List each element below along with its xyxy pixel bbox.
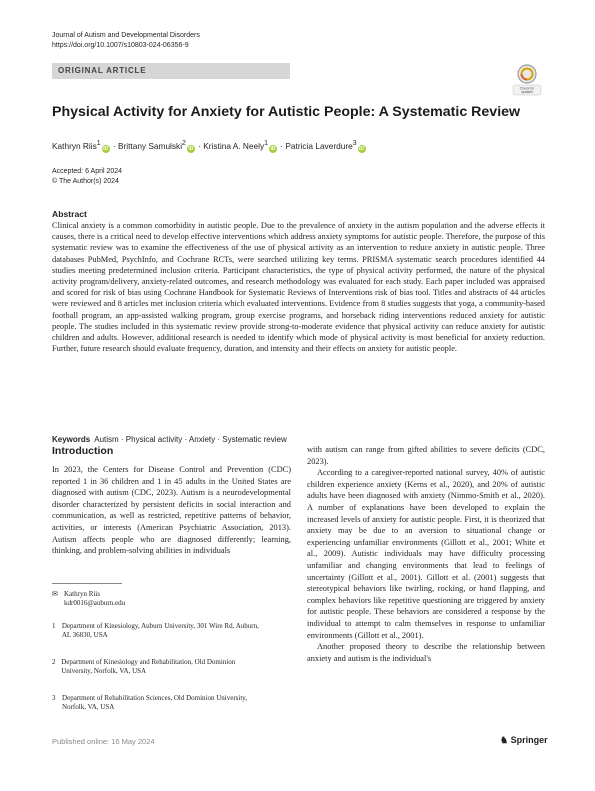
right-column (307, 444, 545, 664)
introduction-heading: Introduction (52, 445, 114, 457)
svg-text:updates: updates (520, 90, 534, 95)
abstract-heading: Abstract (52, 209, 87, 219)
corresponding-author-name: Kathryn Riis (64, 590, 100, 598)
corresponding-author-email[interactable]: kdr0016@auburn.edu (64, 599, 126, 608)
orcid-icon[interactable]: iD (188, 145, 194, 152)
paragraph: Another proposed theory to describe the relationship between anxiety and autism is the individual's (307, 642, 545, 663)
springer-horse-icon: ♞ (500, 735, 509, 745)
affiliation-item (52, 694, 262, 713)
affiliation-number: 1 (52, 622, 56, 630)
author-affiliation-sup: 3 (352, 140, 357, 147)
check-for-updates-icon (512, 63, 542, 96)
journal-name: Journal of Autism and Developmental Disorders (52, 32, 200, 39)
publisher-logo (500, 735, 548, 746)
affiliation-text: Department of Kinesiology, Auburn University, 301 Wire Rd, Auburn, AL 36830, USA (61, 622, 259, 640)
publisher-name: Springer (510, 735, 548, 745)
author-affiliation-sup: 2 (182, 140, 186, 147)
published-online-date: Published online: 16 May 2024 (52, 737, 155, 746)
affiliation-item (52, 622, 262, 641)
envelope-icon: ✉ (52, 590, 58, 598)
abstract-text: Clinical anxiety is a common comorbidity in autistic people. Due to the prevalence of anxiety in the autism population and the adverse effects it causes, there is a critical need to develop effective interventions which address anxiety symptoms for autistic people. Therefore, the purpose of this systematic review was to examine the effectiveness of the use of physical activity as an intervention to reduce anxiety in autistic people. Three databases PubMed, PsychInfo, and Cochrane RCTs, were searched utilizing key terms. PRISMA systematic search procedures identified 44 studies meeting predetermined inclusion criteria. Participant characteristics, the type of physical activity performed, the nature of the physical activity program/delivery, anxiety-related outcomes, and research methodology was evaluated for each study. Each paper included was appraised and scored for risk of bias using Cochrane Handbook for Systematic Reviews of Interventions risk of bias tool. Titles and abstracts of 44 articles were reviewed and 8 articles met inclusion criteria which evaluated interventions. Evidence from 8 studies suggests that yoga, a community-based football program, an app-assisted walking program, group exercise programs, and horseback riding interventions reduced anxiety for autistic people. The studies included in this systematic review provide strong-to-moderate evidence that physical activity can reduce anxiety for autistic children and adults. However, additional research is needed to identify which mode of physical activity is most beneficial for anxiety reduction. Further, future research should evaluate frequency, duration, and intensity and their effects on anxiety for autistic people. (52, 221, 545, 354)
accepted-date: Accepted: 6 April 2024 (52, 168, 123, 175)
article-title: Physical Activity for Anxiety for Autistic People: A Systematic Review (52, 104, 521, 120)
orcid-icon[interactable]: iD (270, 145, 276, 152)
paragraph: According to a caregiver-reported national survey, 40% of autistic children experience anxiety (Kerns et al., 2020), and 20% of autistic adults have been diagnosed with anxiety (Nimmo-Smith et al., 2020). A number of explanations have been developed to explain the increased levels of anxiety for autistic people. First, it is theorized that anxiety may be due to an aversion to situational change or experiencing unfamiliar environments (Gillott et al., 2001; White et al., 2009). Autistic individuals may have difficulty processing unfamiliar and changing environments that lead to feelings of uncertainty (Gillott et al., 2001). Gillott et al. (2001) suggests that stereotypical behaviors like twirling, rocking, or hand flapping, and complex behaviors like repetitive questioning are triggered by anxiety for autistic people. These behaviors are considered a response by the individual to attempt to calm themselves in response to unfamiliar environments (Gillott et al., 2001). (307, 468, 545, 640)
orcid-icon[interactable]: iD (103, 145, 109, 152)
orcid-icon[interactable]: iD (359, 145, 365, 152)
affiliation-text: Department of Rehabilitation Sciences, Old Dominion University, Norfolk, VA, USA (62, 694, 248, 712)
keywords-list: Autism · Physical activity · Anxiety · Systematic review (94, 435, 287, 444)
keywords-line (52, 435, 287, 444)
author-name[interactable]: Brittany Samulski (117, 140, 183, 151)
copyright-notice: © The Author(s) 2024 (52, 177, 119, 185)
correspondence-block (52, 590, 125, 608)
article-type: ORIGINAL ARTICLE (58, 66, 147, 75)
article-type-banner (52, 63, 290, 79)
affiliation-item (52, 658, 262, 677)
paragraph: In 2023, the Centers for Disease Control and Prevention (CDC) reported 1 in 36 children and 1 in 45 adults in the United States are diagnosed with autism (CDC, 2023). Autism is a neurodevelopmental disorder characterized by persistent deficits in social interaction and communication, as well as restricted, repetitive patterns of behavior, activities, or interests (American Psychiatric Association, 2013). Autism affects people who are diagnosed differently; learning, thinking, and problem-solving abilities in individuals (52, 465, 291, 556)
svg-text:Check for: Check for (519, 86, 535, 91)
footnote-divider (52, 583, 122, 584)
author-affiliation-sup: 1 (96, 140, 101, 147)
paragraph: with autism can range from gifted abilities to severe deficits (CDC, 2023). (307, 445, 545, 466)
author-list: Kathryn Riis$^1$iD · Brittany Samulski$^2$iD · Kristina A. Neely$^1$iD · Patricia Laverdure$^3$iD (52, 140, 365, 152)
affiliation-text: Department of Kinesiology and Rehabilitation, Old Dominion University, Norfolk, VA, USA (61, 658, 236, 676)
author-affiliation-sup: 1 (264, 140, 268, 147)
doi-link[interactable]: https://doi.org/10.1007/s10803-024-06356-9 (52, 41, 189, 49)
affiliation-number: 2 (52, 658, 56, 666)
check-for-updates-badge[interactable] (512, 63, 542, 96)
author-name[interactable]: Kristina A. Neely (203, 140, 265, 151)
author-name[interactable]: Kathryn Riis (52, 140, 97, 151)
author-name[interactable]: Patricia Laverdure (285, 140, 353, 151)
article-dates (52, 167, 122, 186)
affiliation-number: 3 (52, 694, 56, 702)
keywords-label: Keywords (52, 435, 91, 444)
journal-header (52, 31, 200, 50)
left-column (52, 464, 291, 557)
